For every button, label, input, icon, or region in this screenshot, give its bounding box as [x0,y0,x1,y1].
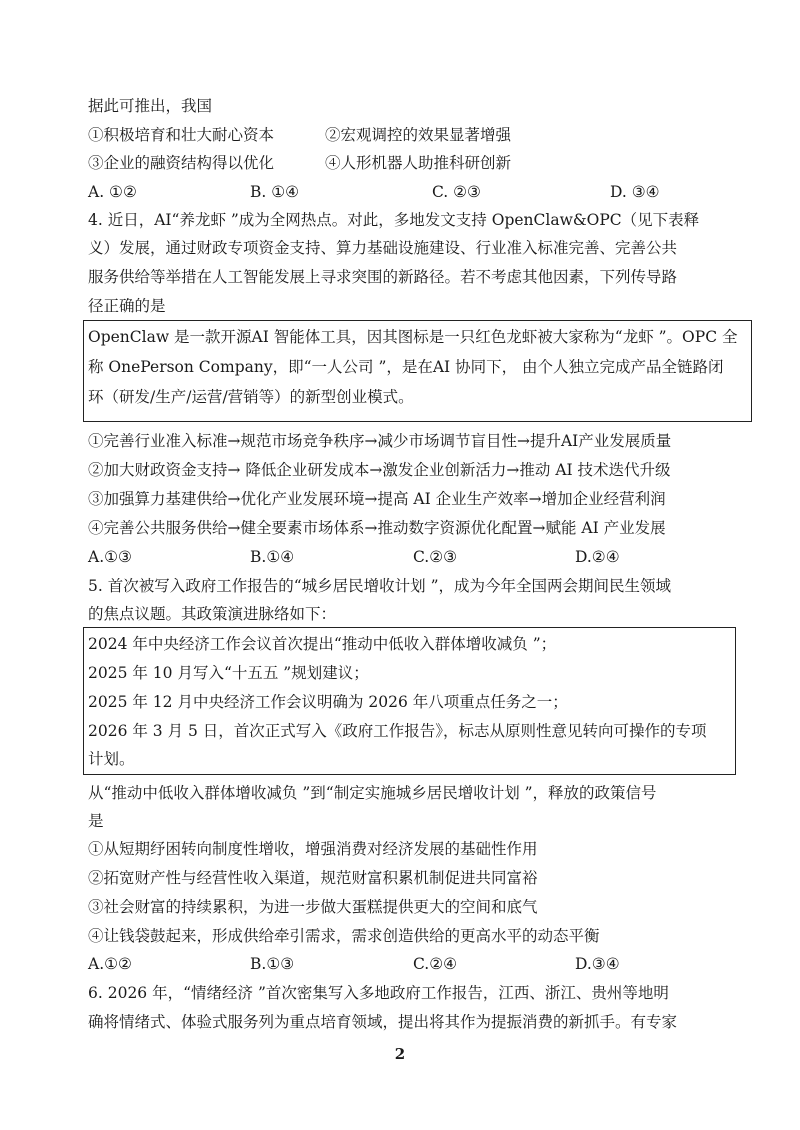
q4-choice-b: B.①④ [250,548,295,566]
q5-choice-d: D.③④ [575,955,620,973]
q4-stem-line-3: 服务供给等举措在人工智能发展上寻求突围的新路径。若不考虑其他因素，下列传导路 [88,268,678,286]
intro-choice-d: D. ③④ [610,183,660,201]
intro-item-3: ③企业的融资结构得以优化 [88,154,275,172]
q4-box-line-3: 环（研发/生产/运营/营销等）的新型创业模式。 [88,388,414,406]
q5-question-line-1: 从“推动中低收入群体增收减负 ”到“制定实施城乡居民增收计划 ”，释放的政策信号 [88,784,657,802]
q5-stem-line-1: 5. 首次被写入政府工作报告的“城乡居民增收计划 ”，成为今年全国两会期间民生领域 [88,577,671,595]
q6-stem-line-2: 确将情绪式、体验式服务列为重点培育领域，提出将其作为提振消费的新抓手。有专家 [88,1013,678,1031]
q5-item-1: ①从短期纾困转向制度性增收，增强消费对经济发展的基础性作用 [88,840,538,858]
q4-item-2: ②加大财政资金支持→ 降低企业研发成本→激发企业创新活力→推动 AI 技术迭代升级 [88,461,671,479]
q4-box-line-1: OpenClaw 是一款开源AI 智能体工具，因其图标是一只红色龙虾被大家称为“龙虾 ”。OPC 全 [88,328,738,346]
q5-item-2: ②拓宽财产性与经营性收入渠道，规范财富积累机制促进共同富裕 [88,869,538,887]
intro-choice-a: A. ①② [88,183,137,201]
q4-choice-c: C.②③ [413,548,458,566]
q5-box-line-3: 2025 年 12 月中央经济工作会议明确为 2026 年八项重点任务之一； [88,693,568,711]
q4-stem-line-2: 义）发展，通过财政专项资金支持、算力基础设施建设、行业准入标准完善、完善公共 [88,239,678,257]
intro-item-4: ④人形机器人助推科研创新 [325,154,512,172]
q5-question-line-2: 是 [88,812,104,830]
q5-box-line-1: 2024 年中央经济工作会议首次提出“推动中低收入群体增收减负 ”； [88,635,557,653]
q5-box-line-5: 计划。 [88,750,135,768]
intro-item-1: ①积极培育和壮大耐心资本 [88,126,275,144]
q4-item-3: ③加强算力基建供给→优化产业发展环境→提高 AI 企业生产效率→增加企业经营利润 [88,490,666,508]
intro-lead: 据此可推出，我国 [88,97,213,115]
page-number: 2 [394,1045,406,1063]
q4-choice-a: A.①③ [88,548,132,566]
intro-item-2: ②宏观调控的效果显著增强 [325,126,512,144]
q5-choice-c: C.②④ [413,955,458,973]
q4-stem-line-4: 径正确的是 [88,297,166,315]
q4-box-line-2: 称 OnePerson Company，即“一人公司 ”，是在AI 协同下， 由个人独立完成产品全链路闭 [88,358,724,376]
q4-stem-line-1: 4. 近日，AI“养龙虾 ”成为全网热点。对此，多地发文支持 OpenClaw&OPC（见下表释 [88,211,700,229]
q4-item-1: ①完善行业准入标准→规范市场竞争秩序→减少市场调节盲目性→提升AI产业发展质量 [88,432,672,450]
intro-choice-b: B. ①④ [250,183,300,201]
q4-definition-box [83,320,752,422]
q5-item-3: ③社会财富的持续累积，为进一步做大蛋糕提供更大的空间和底气 [88,898,538,916]
q5-choice-a: A.①② [88,955,132,973]
q4-item-4: ④完善公共服务供给→健全要素市场体系→推动数字资源优化配置→赋能 AI 产业发展 [88,519,666,537]
q5-choice-b: B.①③ [250,955,295,973]
q5-item-4: ④让钱袋鼓起来，形成供给牵引需求，需求创造供给的更高水平的动态平衡 [88,927,600,945]
q5-timeline-box [83,627,736,775]
q6-stem-line-1: 6. 2026 年，“情绪经济 ”首次密集写入多地政府工作报告，江西、浙江、贵州等地明 [88,984,669,1002]
intro-choice-c: C. ②③ [432,183,481,201]
q4-choice-d: D.②④ [575,548,620,566]
q5-box-line-2: 2025 年 10 月写入“十五五 ”规划建议； [88,664,369,682]
q5-stem-line-2: 的焦点议题。其政策演进脉络如下： [88,605,337,623]
q5-box-line-4: 2026 年 3 月 5 日，首次正式写入《政府工作报告》，标志从原则性意见转向可操作的专项 [88,722,707,740]
